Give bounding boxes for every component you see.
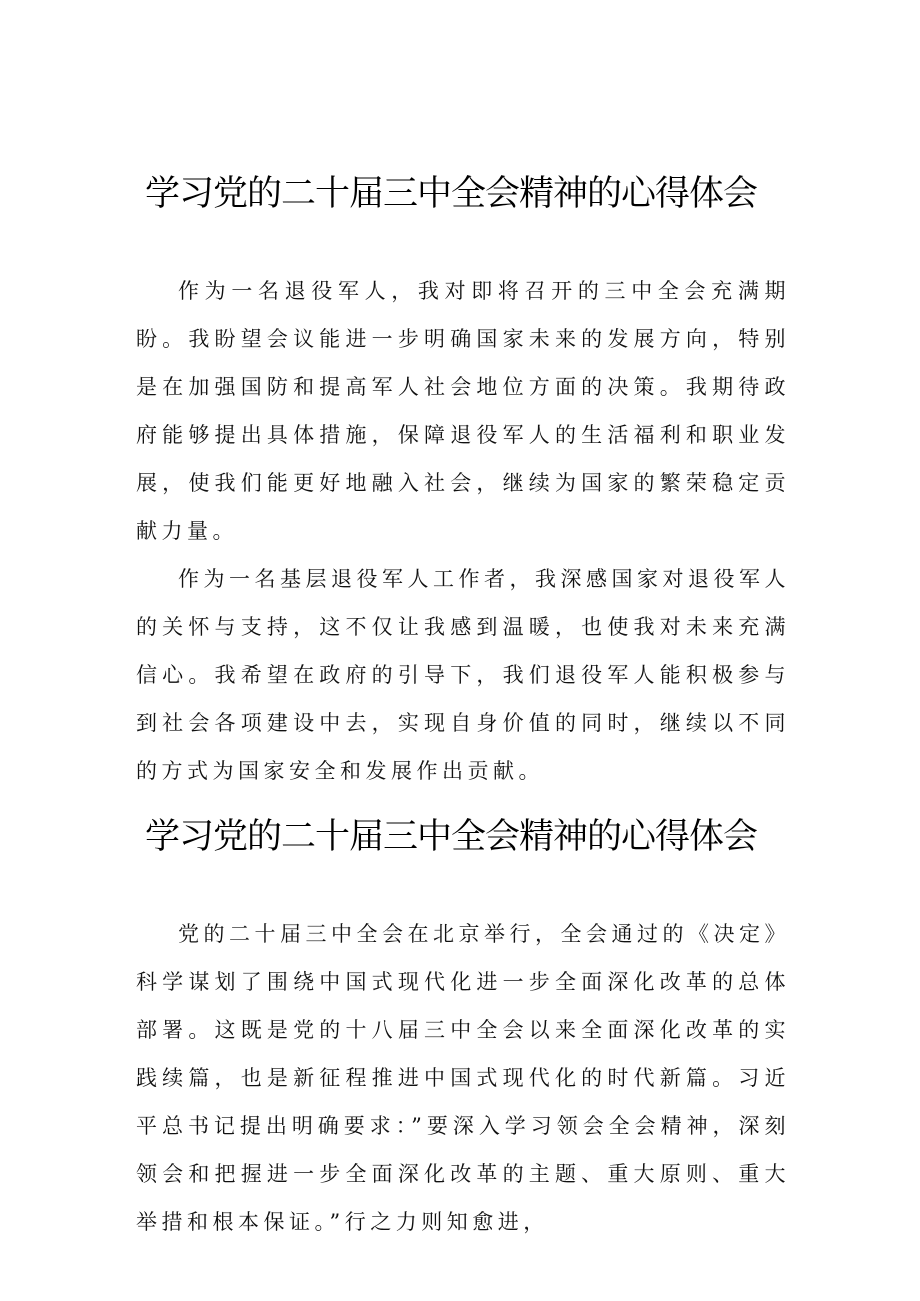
section-1-body (136, 267, 790, 795)
section-1-paragraph-2: 作为一名基层退役军人工作者，我深感国家对退役军人的关怀与支持，这不仅让我感到温暖，也使我对未来充满信心。我希望在政府的引导下，我们退役军人能积极参与到社会各项建设中去，实现自身价值的同时，继续以不同的方式为国家安全和发展作出贡献。 (136, 567, 790, 783)
section-2-paragraph-1: 党的二十届三中全会在北京举行，全会通过的《决定》科学谋划了围绕中国式现代化进一步全面深化改革的总体部署。这既是党的十八届三中全会以来全面深化改革的实践续篇，也是新征程推进中国式现代化的时代新篇。习近平总书记提出明确要求：”要深入学习领会全会精神，深刻领会和把握进一步全面深化改革的主题、重大原则、重大举措和根本保证。”行之力则知愈进， (136, 922, 790, 1234)
section-2-title: 学习党的二十届三中全会精神的心得体会 (145, 817, 758, 857)
section-1-paragraph-1: 作为一名退役军人，我对即将召开的三中全会充满期盼。我盼望会议能进一步明确国家未来的发展方向，特别是在加强国防和提高军人社会地位方面的决策。我期待政府能够提出具体措施，保障退役军人的生活福利和职业发展，使我们能更好地融入社会，继续为国家的繁荣稳定贡献力量。 (136, 279, 790, 543)
section-2-body (136, 910, 790, 1246)
section-1-title: 学习党的二十届三中全会精神的心得体会 (145, 174, 758, 214)
